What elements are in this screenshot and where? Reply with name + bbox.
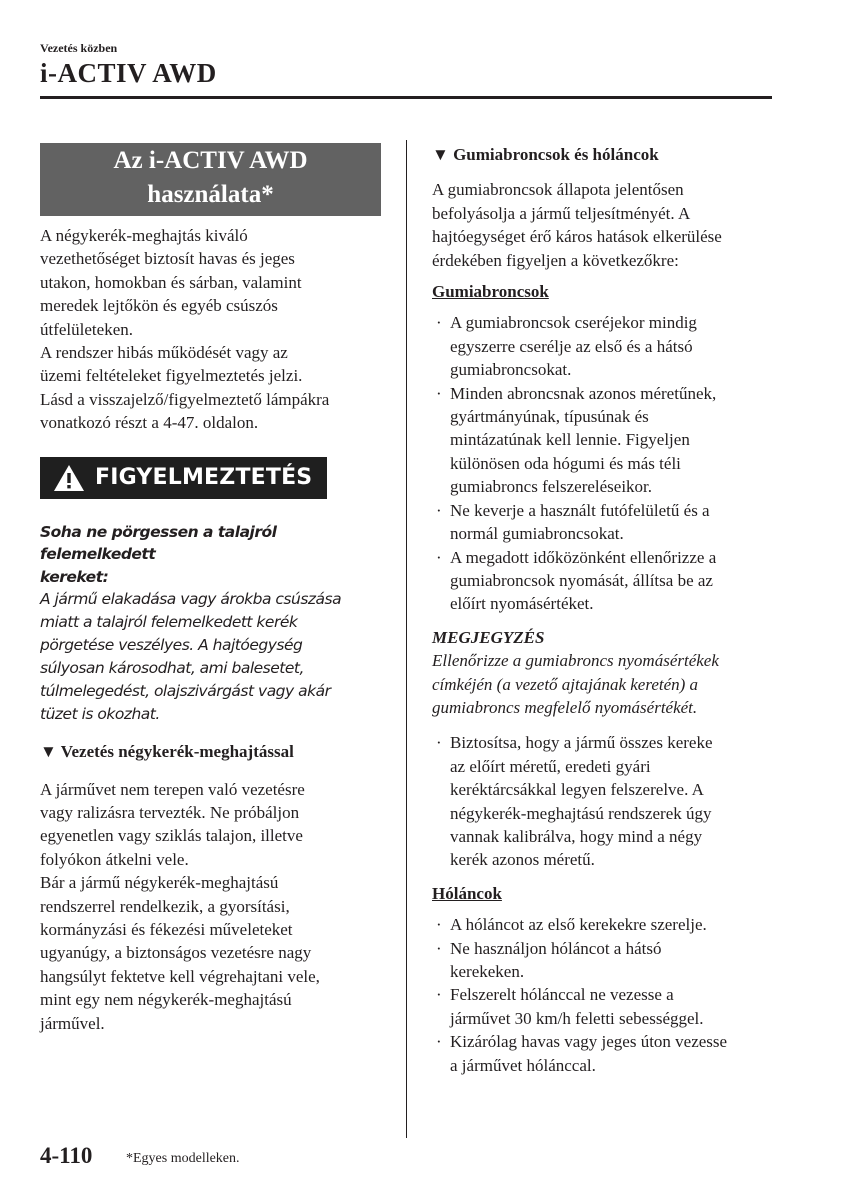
text-line: rendszerrel rendelkezik, a gyorsítási,: [40, 896, 290, 916]
subsection-heading: ▼ Vezetés négykerék-meghajtással: [40, 742, 294, 762]
text-line: · Kizárólag havas vagy jeges úton vezesse: [450, 1032, 728, 1052]
text-line: folyókon átkelni vele.: [40, 849, 189, 869]
right-column: [432, 143, 772, 1077]
warning-text-line: miatt a talajról felemelkedett kerék: [40, 613, 298, 632]
chains-heading: Hóláncok: [432, 883, 502, 903]
text-line: hajtóegységet érő káros hatások elkerülése: [432, 227, 722, 247]
text-line: vonatkozó részt a 4-47. oldalon.: [40, 413, 259, 433]
chains-list: [432, 913, 772, 1077]
warning-triangle-icon: [52, 463, 86, 493]
warning-label: FIGYELMEZTETÉS: [95, 464, 313, 490]
text-line: járművet 30 km/h feletti sebességgel.: [450, 1008, 704, 1028]
text-line: A rendszer hibás működését vagy az: [40, 343, 288, 363]
list-item: [432, 731, 772, 871]
note-heading: MEGJEGYZÉS: [432, 627, 545, 647]
text-line: gumiabroncsok nyomását, állítsa be az: [450, 570, 713, 590]
page-title: i-ACTIV AWD: [40, 58, 217, 88]
warning-text-line: tüzet is okozhat.: [40, 705, 160, 724]
text-line: · Biztosítsa, hogy a jármű összes kereke: [450, 733, 713, 753]
text-line: Lásd a visszajelző/figyelmeztető lámpákra: [40, 389, 330, 409]
text-line: · A megadott időközönként ellenőrizze a: [450, 547, 717, 567]
page-number: 4-110: [40, 1143, 93, 1168]
warning-text-line: A jármű elakadása vagy árokba csúszása: [40, 590, 342, 609]
subsection-heading: ▼ Gumiabroncsok és hóláncok: [432, 145, 659, 164]
list-item: [432, 311, 772, 381]
warning-content: [40, 521, 385, 727]
warning-text-line: túlmelegedést, olajszivárgást vagy akár: [40, 682, 331, 701]
section-label: Vezetés közben: [40, 41, 118, 55]
note-line: gumiabroncs megfelelő nyomásértékét.: [432, 697, 698, 717]
footnote: *Egyes modelleken.: [126, 1151, 240, 1166]
text-line: a járművet hólánccal.: [450, 1055, 596, 1075]
list-item: [432, 913, 772, 936]
tires-list: [432, 311, 772, 615]
warning-title-line: Soha ne pörgessen a talajról felemelkedett: [40, 522, 277, 564]
text-line: A járművet nem terepen való vezetésre: [40, 779, 305, 799]
text-line: A négykerék-meghajtás kiváló: [40, 226, 248, 245]
section-title-line1: Az i-ACTIV AWD: [113, 147, 308, 174]
text-line: járművel.: [40, 1013, 105, 1033]
text-line: egyszerre cserélje az első és a hátsó: [450, 336, 693, 356]
text-line: ugyanúgy, a biztonságos vezetésre nagy: [40, 943, 312, 963]
text-line: Bár a jármű négykerék-meghajtású: [40, 873, 279, 893]
list-item: [432, 499, 772, 546]
text-line: gyártmányúnak, típusúnak és: [450, 407, 649, 427]
text-line: előírt nyomásértéket.: [450, 594, 594, 614]
tires-heading: Gumiabroncsok: [432, 282, 549, 302]
body-paragraph: [40, 778, 385, 1035]
text-line: · Ne keverje a használt futófelületű és a: [450, 500, 710, 520]
text-line: · Ne használjon hóláncot a hátsó: [450, 938, 662, 958]
section-title-box: [40, 143, 381, 216]
text-line: befolyásolja a jármű teljesítményét. A: [432, 203, 691, 223]
text-line: az előírt méretű, eredeti gyári: [450, 756, 651, 776]
text-line: kormányzási és fékezési műveleteket: [40, 920, 293, 939]
list-item: [432, 546, 772, 616]
text-line: útfelületeken.: [40, 319, 133, 339]
text-line: vagy ralizásra tervezték. Ne próbáljon: [40, 802, 300, 822]
left-column: [40, 143, 385, 1035]
text-line: érdekében figyeljen a következőkre:: [432, 250, 679, 270]
text-line: · A gumiabroncsok cseréjekor mindig: [450, 313, 697, 333]
text-line: utakon, homokban és sárban, valamint: [40, 272, 302, 292]
text-line: négykerék-meghajtású rendszerek úgy: [450, 803, 712, 823]
note-list: [432, 731, 772, 871]
header-rule: [40, 96, 772, 99]
text-line: normál gumiabroncsokat.: [450, 524, 624, 544]
text-line: vezethetőséget biztosít havas és jeges: [40, 249, 295, 269]
column-divider: [406, 140, 407, 1138]
text-line: · A hóláncot az első kerekekre szerelje.: [450, 915, 707, 935]
text-line: üzemi feltételeket figyelmeztetés jelzi.: [40, 366, 303, 386]
text-line: hangsúlyt fektetve kell végrehajtani vele,: [40, 966, 320, 986]
text-line: különösen oda hógumi és más téli: [450, 453, 681, 473]
text-line: · Minden abroncsnak azonos méretűnek,: [450, 383, 717, 403]
warning-text-line: súlyosan károsodhat, ami balesetet,: [40, 659, 304, 678]
list-item: [432, 382, 772, 499]
section-title-line2: használata*: [147, 181, 274, 208]
warning-text-line: pörgetése veszélyes. A hajtóegység: [40, 636, 303, 655]
warning-title-line: kereket:: [40, 567, 109, 586]
text-line: kerék azonos méretű.: [450, 850, 595, 870]
note-line: Ellenőrizze a gumiabroncs nyomásértékek: [432, 651, 719, 671]
warning-banner: [40, 457, 327, 499]
text-line: egyenetlen vagy sziklás talajon, illetve: [40, 826, 303, 846]
list-item: [432, 937, 772, 984]
list-item: [432, 1030, 772, 1077]
list-item: [432, 983, 772, 1030]
text-line: mintázatúnak kell lennie. Figyeljen: [450, 430, 690, 450]
text-line: gumiabroncs felszereléseikor.: [450, 477, 653, 497]
note-line: címkéjén (a vezető ajtajának keretén) a: [432, 674, 699, 694]
text-line: mint egy nem négykerék-meghajtású: [40, 990, 292, 1010]
note-text: [432, 649, 772, 719]
text-line: keréktárcsákkal legyen felszerelve. A: [450, 780, 704, 800]
intro-paragraph: [40, 224, 385, 435]
text-line: vannak kalibrálva, hogy mind a négy: [450, 826, 703, 846]
text-line: meredek lejtőkön és egyéb csúszós: [40, 296, 278, 316]
text-line: · Felszerelt hólánccal ne vezesse a: [450, 985, 674, 1005]
text-line: A gumiabroncsok állapota jelentősen: [432, 180, 684, 200]
text-line: gumiabroncsokat.: [450, 360, 572, 380]
intro-paragraph: [432, 178, 772, 272]
text-line: kerekeken.: [450, 962, 525, 981]
